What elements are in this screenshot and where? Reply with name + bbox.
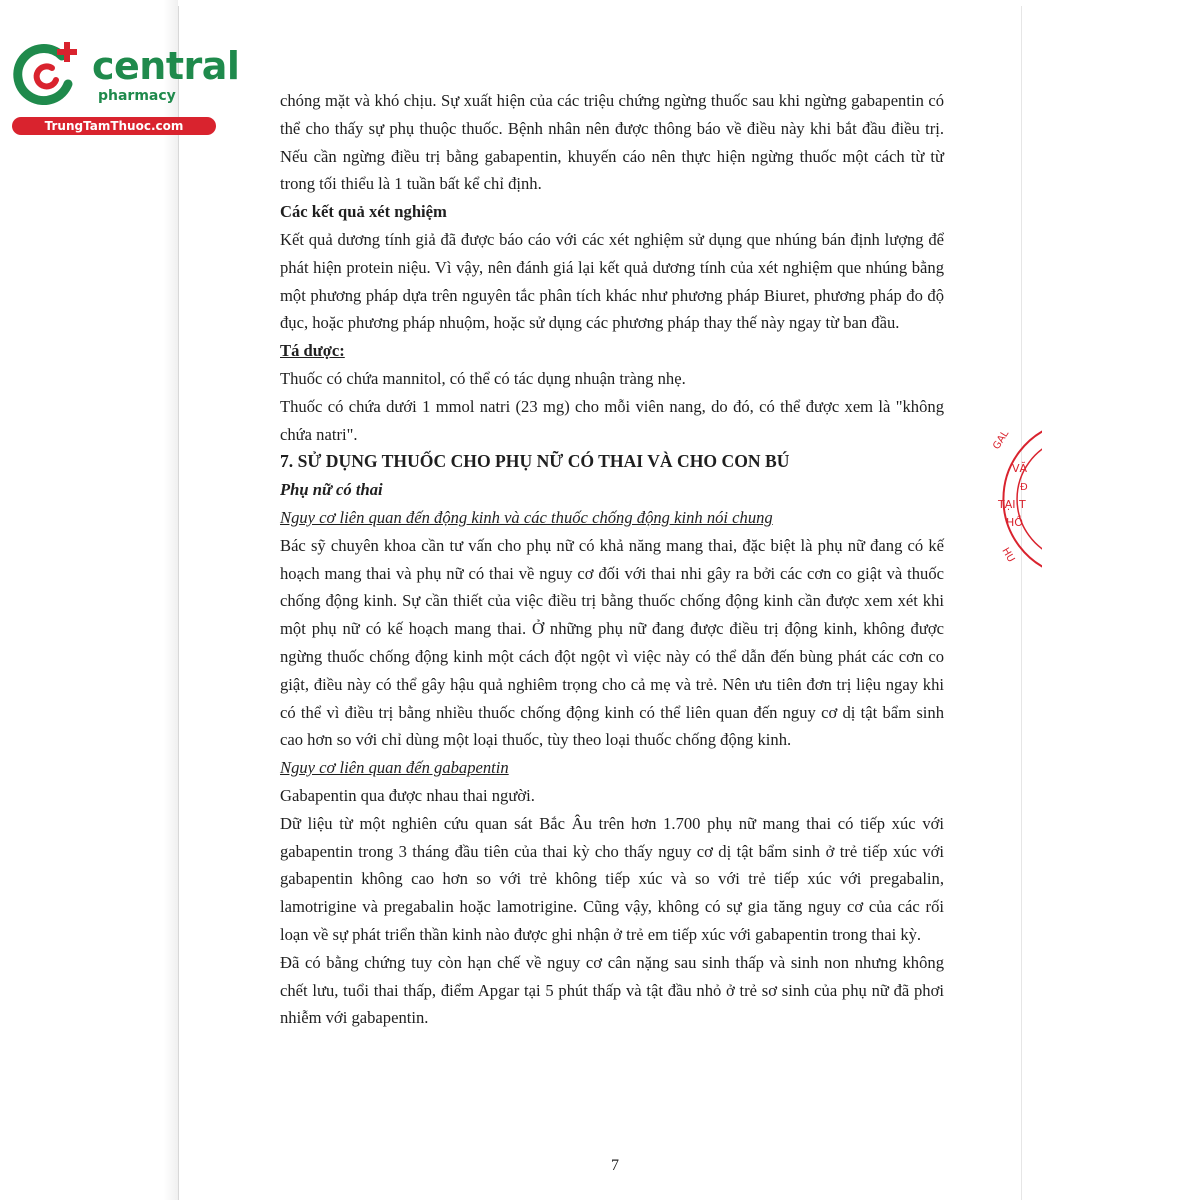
pharmacy-logo[interactable]: [8, 38, 240, 138]
official-stamp-icon: [990, 418, 1042, 580]
logo-subtitle: pharmacy: [98, 88, 176, 104]
logo-name: central: [92, 44, 240, 88]
paragraph: Đã có bằng chứng tuy còn hạn chế về nguy cơ cân nặng sau sinh thấp và sinh non nhưng không chết lưu, tuổi thai thấp, điểm Apgar tại 5 phút thấp và tật đầu nhỏ ở trẻ sơ sinh của phụ nữ đã phơi nhiễm với gabapentin.: [280, 952, 944, 1028]
page-number: 7: [611, 1157, 619, 1174]
paragraph: Dữ liệu từ một nghiên cứu quan sát Bắc Âu trên hơn 1.700 phụ nữ mang thai có tiếp xúc với gabapentin trong 3 tháng đầu tiên của thai kỳ cho thấy nguy cơ dị tật bẩm sinh ở trẻ tiếp xúc với gabapentin không cao hơn so với trẻ không tiếp xúc và so với trẻ tiếp xúc với pregabalin, lamotrigine và pregabalin hoặc lamotrigine. Cũng vậy, không có sự gia tăng nguy cơ của các rối loạn về sự phát triển thần kinh nào được ghi nhận ở trẻ em tiếp xúc với gabapentin trong thai kỳ.: [280, 813, 944, 944]
paragraph: Bác sỹ chuyên khoa cần tư vấn cho phụ nữ có khả năng mang thai, đặc biệt là phụ nữ đang có kế hoạch mang thai và phụ nữ có thai về nguy cơ đối với thai nhi gây ra bởi các cơn co giật và thuốc chống động kinh. Sự cần thiết của việc điều trị bằng thuốc chống động kinh cần được xem xét khi một phụ nữ có kế hoạch mang thai. Ở những phụ nữ đang được điều trị động kinh, không được ngừng thuốc chống động kinh một cách đột ngột vì việc này có thể dẫn đến bùng phát các cơn co giật, điều này có thể gây hậu quả nghiêm trọng cho cả mẹ và trẻ. Nên ưu tiên đơn trị liệu ngay khi có thể vì điều trị bằng nhiều thuốc chống động kinh có thể liên quan đến nguy cơ dị tật bẩm sinh cao hơn so với chỉ dùng một loại thuốc, tùy theo loại thuốc chống động kinh.: [280, 535, 944, 750]
svg-text:Đ: Đ: [1020, 482, 1028, 493]
topic-heading: Nguy cơ liên quan đến gabapentin: [280, 758, 509, 778]
central-pharmacy-logo-icon: [10, 38, 80, 108]
paragraph: Gabapentin qua được nhau thai người.: [280, 785, 535, 805]
paragraph: Thuốc có chứa dưới 1 mmol natri (23 mg) cho mỗi viên nang, do đó, có thể được xem là "không chứa natri".: [280, 396, 944, 444]
svg-text:HỒ: HỒ: [1006, 516, 1023, 529]
section-heading: Tá dược:: [280, 341, 345, 361]
section-heading: Các kết quả xét nghiệm: [280, 202, 447, 222]
logo-website[interactable]: TrungTamThuoc.com: [12, 117, 216, 135]
paragraph: Kết quả dương tính giả đã được báo cáo với các xét nghiệm sử dụng que nhúng bán định lượng để phát hiện protein niệu. Vì vậy, nên đánh giá lại kết quả dương tính của xét nghiệm que nhúng bằng một phương pháp dựa trên nguyên tắc phân tích khác như phương pháp Biuret, phương pháp đo độ đục, hoặc phương pháp nhuộm, hoặc sử dụng các phương pháp thay thế này ngay từ ban đầu.: [280, 229, 944, 333]
svg-text:HU: HU: [999, 546, 1017, 565]
document-body: [280, 87, 944, 1032]
svg-text:GAL: GAL: [991, 428, 1012, 452]
topic-heading: Nguy cơ liên quan đến động kinh và các thuốc chống động kinh nói chung: [280, 507, 773, 527]
svg-text:TẠI T: TẠI T: [998, 498, 1026, 511]
paragraph: Thuốc có chứa mannitol, có thể có tác dụng nhuận tràng nhẹ.: [280, 368, 686, 388]
scan-margin: [0, 0, 178, 1200]
svg-text:VĂ: VĂ: [1012, 462, 1028, 475]
subsection-heading: Phụ nữ có thai: [280, 480, 383, 500]
paragraph: chóng mặt và khó chịu. Sự xuất hiện của các triệu chứng ngừng thuốc sau khi ngừng gabapentin có thể cho thấy sự phụ thuộc thuốc. Bệnh nhân nên được thông báo về điều này khi bắt đầu điều trị. Nếu cần ngừng điều trị bằng gabapentin, khuyến cáo nên thực hiện ngừng thuốc một cách từ từ trong tối thiểu là 1 tuần bất kể chỉ định.: [280, 91, 944, 194]
chapter-heading: 7. SỬ DỤNG THUỐC CHO PHỤ NỮ CÓ THAI VÀ CHO CON BÚ: [280, 451, 790, 472]
